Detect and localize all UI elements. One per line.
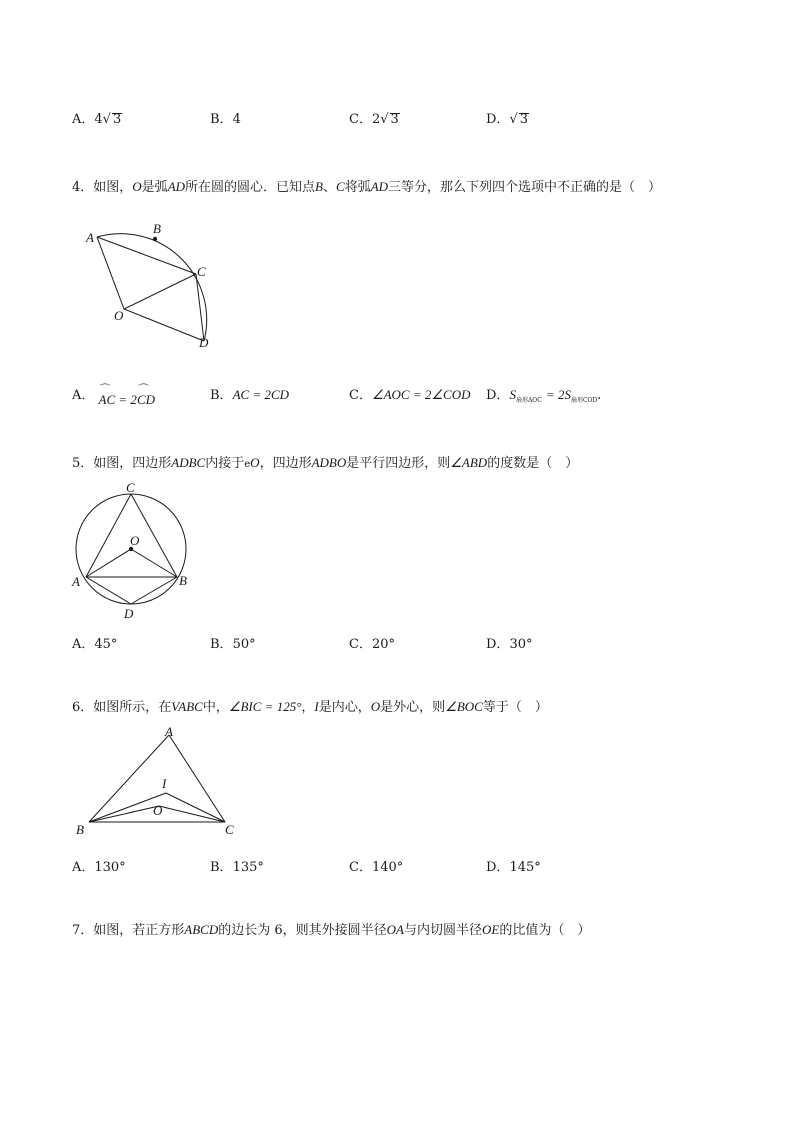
- q4-segment-cd: [196, 274, 204, 341]
- q5-figure: [68, 477, 198, 623]
- q6-label-c: C: [225, 822, 234, 837]
- q4-point-b: [153, 237, 157, 241]
- q5-option-d[interactable]: D．30°: [486, 637, 533, 652]
- q6-label-a: A: [165, 724, 173, 739]
- q4-label-b: B: [153, 221, 161, 236]
- q5-segment-ad: [86, 577, 131, 604]
- q4-option-d[interactable]: D．$S_{扇形AOC} = 2S_{扇形COD}$.: [486, 387, 602, 404]
- q5-stem: 5．如图，四边形ADBC内接于eO，四边形ADBO是平行四边形，则∠ABD的度数是（ ）: [72, 455, 579, 471]
- q3-option-b[interactable]: B．4: [210, 112, 241, 127]
- q6-stem: 6．如图所示，在VABC中，∠BIC = 125°，I是内心，O是外心，则∠BOC等于（ ）: [72, 699, 548, 715]
- q6-segment-ac: [169, 735, 225, 822]
- q5-label-a: A: [72, 574, 80, 589]
- q6-figure: [70, 722, 250, 842]
- q4-segment-od: [124, 309, 204, 341]
- q6-segment-oc: [159, 806, 225, 822]
- q4-arc-ad: [97, 234, 207, 341]
- q6-label-i: I: [162, 776, 167, 791]
- q5-segment-ca: [86, 494, 131, 577]
- q5-segment-db: [131, 577, 177, 604]
- q5-label-c: C: [126, 480, 135, 495]
- q5-label-b: B: [179, 573, 187, 588]
- q4-stem: 4．如图，O是弧AD所在圆的圆心．已知点B、C将弧AD三等分，那么下列四个选项中不正确的是（ ）: [72, 179, 662, 195]
- q6-label-b: B: [76, 822, 84, 837]
- q4-segment-ac: [97, 237, 196, 274]
- q4-label-a: A: [86, 230, 94, 245]
- q4-option-b[interactable]: B．AC = 2CD: [210, 387, 290, 403]
- q6-option-b[interactable]: B．135°: [210, 860, 264, 875]
- q4-option-a[interactable]: A． ⌒ AC = 2⌒ CD: [72, 384, 155, 403]
- q5-option-a[interactable]: A．45°: [72, 637, 118, 652]
- q6-option-a[interactable]: A．130°: [72, 860, 126, 875]
- q4-label-o: O: [114, 308, 124, 323]
- q4-segment-oc: [124, 274, 196, 309]
- q3-option-a[interactable]: A．4√ 3: [72, 112, 122, 127]
- q4-label-d: D: [199, 335, 209, 350]
- q3-option-d[interactable]: D．√ 3: [486, 112, 529, 127]
- q4-figure: [80, 218, 220, 353]
- q6-label-o: O: [153, 803, 163, 818]
- q5-label-o: O: [130, 533, 140, 548]
- q5-option-b[interactable]: B．50°: [210, 637, 256, 652]
- q4-label-c: C: [197, 264, 206, 279]
- q5-segment-ao: [86, 549, 131, 577]
- q5-segment-ob: [131, 549, 177, 577]
- q7-stem: 7．如图，若正方形ABCD的边长为 6，则其外接圆半径OA与内切圆半径OE的比值为（ ）: [72, 922, 591, 938]
- q5-option-c[interactable]: C．20°: [349, 637, 395, 652]
- q4-option-c[interactable]: C．∠AOC = 2∠COD: [349, 387, 471, 403]
- q6-option-c[interactable]: C．140°: [349, 860, 404, 875]
- q5-label-d: D: [124, 606, 134, 621]
- q6-option-d[interactable]: D．145°: [486, 860, 541, 875]
- q4-segment-ao: [97, 237, 124, 309]
- q3-option-c[interactable]: C．2√ 3: [349, 112, 399, 127]
